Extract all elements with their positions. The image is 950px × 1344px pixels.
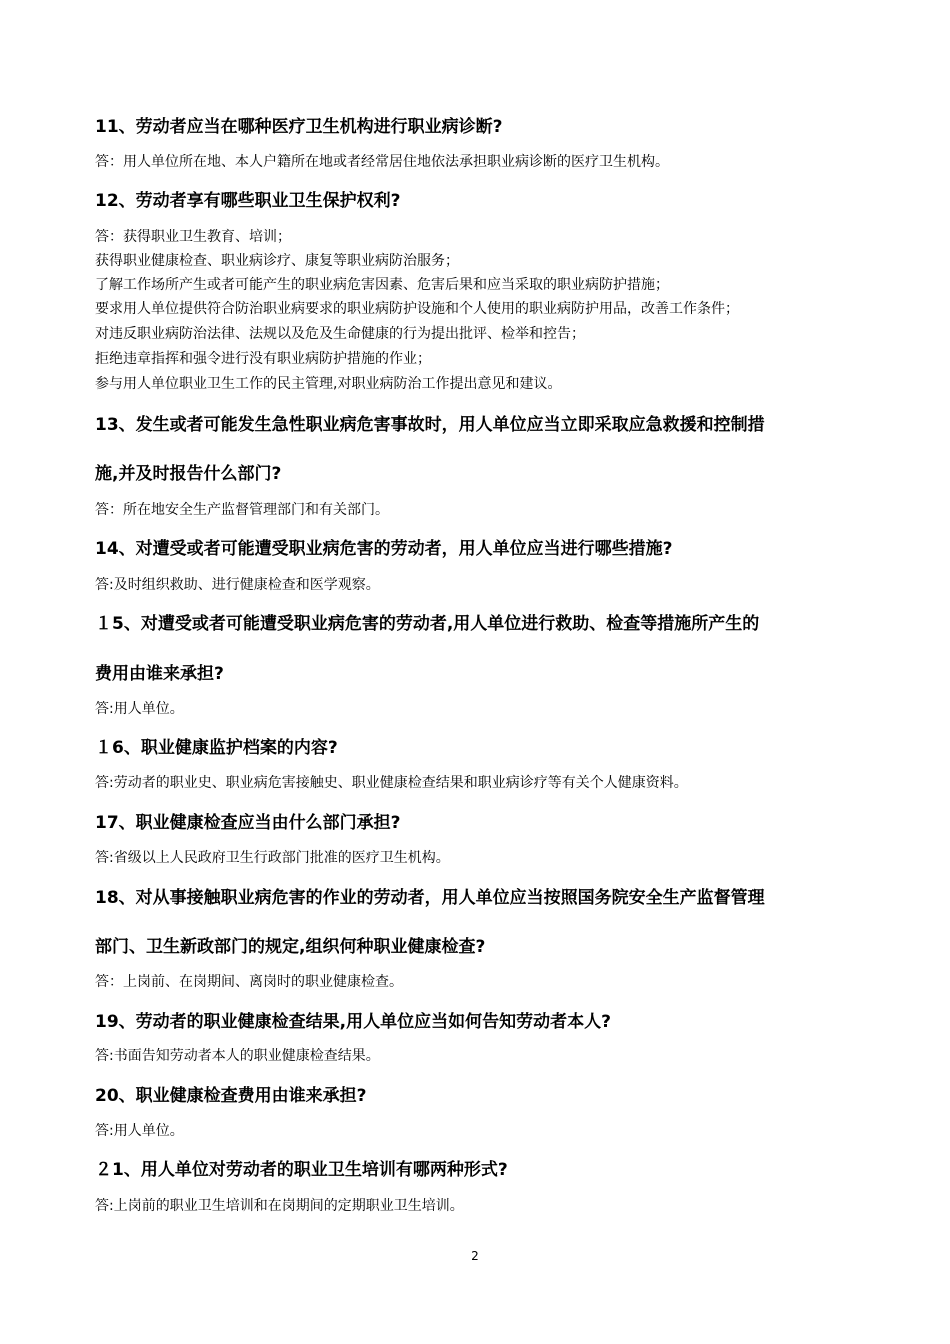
question-title-continued: 施,并及时报告什么部门? [95, 464, 282, 484]
question-title: 11、劳动者应当在哪种医疗卫生机构进行职业病诊断? [95, 117, 503, 137]
question-title: １6、职业健康监护档案的内容? [95, 738, 338, 758]
answer-line: 获得职业健康检查、职业病诊疗、康复等职业病防治服务； [95, 253, 459, 269]
answer-line: 要求用人单位提供符合防治职业病要求的职业病防护设施和个人使用的职业病防护用品，改善工作条件； [95, 301, 739, 317]
answer-line: 答:用人单位。 [95, 1123, 184, 1139]
answer-line: 答:省级以上人民政府卫生行政部门批准的医疗卫生机构。 [95, 850, 450, 866]
answer-line: 答：所在地安全生产监督管理部门和有关部门。 [95, 502, 389, 518]
answer-line: 了解工作场所产生或者可能产生的职业病危害因素、危害后果和应当采取的职业病防护措施； [95, 277, 669, 293]
answer-line: 答:及时组织救助、进行健康检查和医学观察。 [95, 577, 380, 593]
question-title-continued: 部门、卫生新政部门的规定,组织何种职业健康检查? [95, 937, 486, 957]
answer-line: 拒绝违章指挥和强令进行没有职业病防护措施的作业； [95, 351, 431, 367]
answer-line: 答：获得职业卫生教育、培训； [95, 229, 291, 245]
question-title: 17、职业健康检查应当由什么部门承担? [95, 813, 401, 833]
answer-line: 答：上岗前、在岗期间、离岗时的职业健康检查。 [95, 974, 403, 990]
question-title: 12、劳动者享有哪些职业卫生保护权利? [95, 191, 401, 211]
question-title: 19、劳动者的职业健康检查结果,用人单位应当如何告知劳动者本人? [95, 1012, 611, 1032]
question-title: 13、发生或者可能发生急性职业病危害事故时，用人单位应当立即采取应急救援和控制措 [95, 415, 765, 435]
page-number: 2 [471, 1249, 479, 1263]
question-title: 20、职业健康检查费用由谁来承担? [95, 1086, 367, 1106]
question-title: 14、对遭受或者可能遭受职业病危害的劳动者，用人单位应当进行哪些措施? [95, 539, 673, 559]
answer-line: 答:劳动者的职业史、职业病危害接触史、职业健康检查结果和职业病诊疗等有关个人健康资料。 [95, 775, 688, 791]
question-title: 18、对从事接触职业病危害的作业的劳动者，用人单位应当按照国务院安全生产监督管理 [95, 888, 765, 908]
answer-line: 参与用人单位职业卫生工作的民主管理,对职业病防治工作提出意见和建议。 [95, 376, 562, 392]
question-title: １5、对遭受或者可能遭受职业病危害的劳动者,用人单位进行救助、检查等措施所产生的 [95, 614, 760, 634]
answer-line: 答:用人单位。 [95, 701, 184, 717]
answer-line: 答:上岗前的职业卫生培训和在岗期间的定期职业卫生培训。 [95, 1198, 464, 1214]
question-title-continued: 费用由谁来承担? [95, 664, 224, 684]
answer-line: 对违反职业病防治法律、法规以及危及生命健康的行为提出批评、检举和控告； [95, 326, 585, 342]
question-title: ２1、用人单位对劳动者的职业卫生培训有哪两种形式? [95, 1160, 508, 1180]
answer-line: 答：用人单位所在地、本人户籍所在地或者经常居住地依法承担职业病诊断的医疗卫生机构。 [95, 154, 669, 170]
answer-line: 答:书面告知劳动者本人的职业健康检查结果。 [95, 1048, 380, 1064]
